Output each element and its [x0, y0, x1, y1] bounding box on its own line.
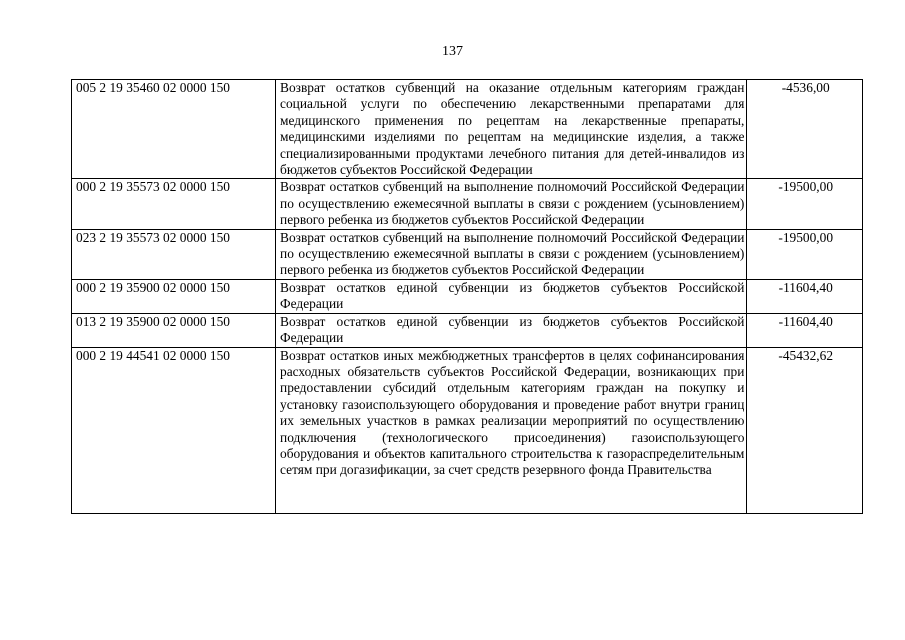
table-row	[72, 179, 863, 229]
page-number: 137	[442, 44, 463, 59]
table-row	[72, 279, 863, 313]
amount-cell: -45432,62	[747, 347, 863, 513]
amount-cell: -19500,00	[747, 179, 863, 229]
description-text: Возврат остатков субвенций на выполнение полномочий Российской Федерации по осуществлению ежемесячной выплаты в связи с рождением (усыновлением) первого ребенка из бюджетов субъектов Российской Федерации	[280, 229, 745, 278]
description-text: Возврат остатков субвенций на оказание отдельным категориям граждан социальной услуги по обеспечению лекарственными препаратами для медицинского применения по рецептам на лекарственные препараты, медицинскими изделиями по рецептам на медицинские изделия, а также специализированными продуктами лечебного питания для детей-инвалидов из бюджетов субъектов Российской Федерации	[280, 80, 745, 178]
table-row	[72, 347, 863, 513]
budget-code-cell: 005 2 19 35460 02 0000 150	[72, 80, 276, 179]
description-cell	[276, 179, 747, 229]
budget-code-cell: 013 2 19 35900 02 0000 150	[72, 313, 276, 347]
description-text: Возврат остатков единой субвенции из бюджетов субъектов Российской Федерации	[280, 279, 745, 312]
description-text: Возврат остатков иных межбюджетных трансфертов в целях софинансирования расходных обязательств субъектов Российской Федерации, возникающих при предоставлении субсидий отдельным категориям граждан на покупку и установку газоиспользующего оборудования и проведение работ внутри границ их земельных участков в рамках реализации мероприятий по осуществлению подключения (технологического присоединения) газоиспользующего оборудования и объектов капитального строительства к газораспределительным сетям при догазификации, за счет средств резервного фонда Правительства	[280, 347, 745, 478]
table-row	[72, 80, 863, 179]
amount-cell: -4536,00	[747, 80, 863, 179]
amount-cell: -11604,40	[747, 313, 863, 347]
amount-cell: -19500,00	[747, 229, 863, 279]
budget-table	[71, 79, 863, 514]
description-text: Возврат остатков субвенций на выполнение полномочий Российской Федерации по осуществлению ежемесячной выплаты в связи с рождением (усыновлением) первого ребенка из бюджетов субъектов Российской Федерации	[280, 179, 745, 228]
amount-cell: -11604,40	[747, 279, 863, 313]
description-cell	[276, 80, 747, 179]
budget-code-cell: 023 2 19 35573 02 0000 150	[72, 229, 276, 279]
description-cell	[276, 313, 747, 347]
description-text: Возврат остатков единой субвенции из бюджетов субъектов Российской Федерации	[280, 313, 745, 346]
table-row	[72, 229, 863, 279]
budget-code-cell: 000 2 19 35573 02 0000 150	[72, 179, 276, 229]
description-cell	[276, 347, 747, 513]
description-cell	[276, 279, 747, 313]
budget-code-cell: 000 2 19 44541 02 0000 150	[72, 347, 276, 513]
budget-code-cell: 000 2 19 35900 02 0000 150	[72, 279, 276, 313]
description-cell	[276, 229, 747, 279]
table-row	[72, 313, 863, 347]
